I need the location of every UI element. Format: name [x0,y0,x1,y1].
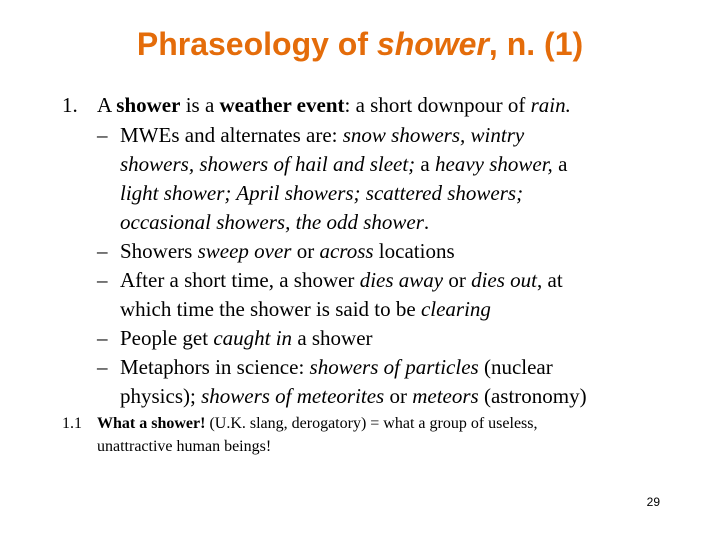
point-1-1-number: 1.1 [62,415,82,432]
s4-a: People get [120,326,214,350]
s2-e: locations [373,239,455,263]
p1-t5: : a short downpour of [344,93,531,117]
s5-l2e: (astronomy) [478,384,587,408]
sub-5-line-2 [120,382,680,411]
p1-t1: A [97,93,117,117]
s3-l1b: dies away [359,268,444,292]
p11-what-a-shower: What a shower! [97,415,206,432]
p1-weather-event: weather event [219,93,345,117]
sub-4-dash: – [97,326,108,350]
s1-l2d: a [552,152,568,176]
s5-l1a: Metaphors in science: [120,355,310,379]
s1-l1b: snow showers, wintry [342,123,525,147]
s4-c: a shower [292,326,373,350]
s5-l2a: physics); [120,384,202,408]
title-text-2: , n. (1) [488,26,584,62]
sub-1-line-3 [120,179,680,208]
s2-b: sweep over [197,239,292,263]
s3-l1a: After a short time, a shower [120,268,360,292]
s1-l2a: showers, showers of hail and sleet; [120,152,416,176]
s5-l2b: showers of meteorites [201,384,385,408]
sub-2-line-1 [120,237,680,266]
s4-b: caught in [213,326,293,350]
sub-4-line-1 [120,324,680,353]
s3-l1c: or [443,268,472,292]
s5-l1c: (nuclear [478,355,553,379]
p11-l1b: (U.K. slang, derogatory) = what a group of useless, [205,415,538,432]
s5-l2d: meteors [412,384,479,408]
sub-5-dash: – [97,355,108,379]
sub-2-dash: – [97,239,108,263]
title-headword: shower [376,26,489,62]
page-number: 29 [646,495,660,509]
s1-l4b: . [423,210,430,234]
s1-l3a: light shower; April showers; scattered showers; [120,181,524,205]
point-1-1-line-1 [97,412,538,436]
s3-l1e: , at [537,268,563,292]
s1-l4a: occasional showers, the odd shower [120,210,424,234]
sub-3-line-1 [120,266,680,295]
p1-shower: shower [116,93,181,117]
point-1-text [97,91,571,120]
s1-l2c: heavy shower, [435,152,553,176]
sub-1-line-1 [120,121,680,150]
point-1-number: 1. [62,93,78,117]
s3-l2b: clearing [420,297,491,321]
sub-3-dash: – [97,268,108,292]
slide-title [0,24,720,64]
s2-d: across [319,239,374,263]
sub-1-line-4 [120,208,680,237]
s5-l2c: or [384,384,413,408]
s1-l2b: a [415,152,435,176]
sub-1-line-2 [120,150,680,179]
s1-l1a: MWEs and alternates are: [120,123,343,147]
s3-l2a: which time the shower is said to be [120,297,421,321]
point-1-1-line-2: unattractive human beings! [97,438,272,455]
s3-l1d: dies out [471,268,538,292]
s2-c: or [291,239,320,263]
sub-5-line-1 [120,353,680,382]
s2-a: Showers [120,239,198,263]
p1-rain: rain. [530,93,571,117]
title-text-1: Phraseology of [136,26,377,62]
s5-l1b: showers of particles [309,355,479,379]
sub-1-dash: – [97,123,108,147]
sub-3-line-2 [120,295,680,324]
p1-t3: is a [180,93,220,117]
